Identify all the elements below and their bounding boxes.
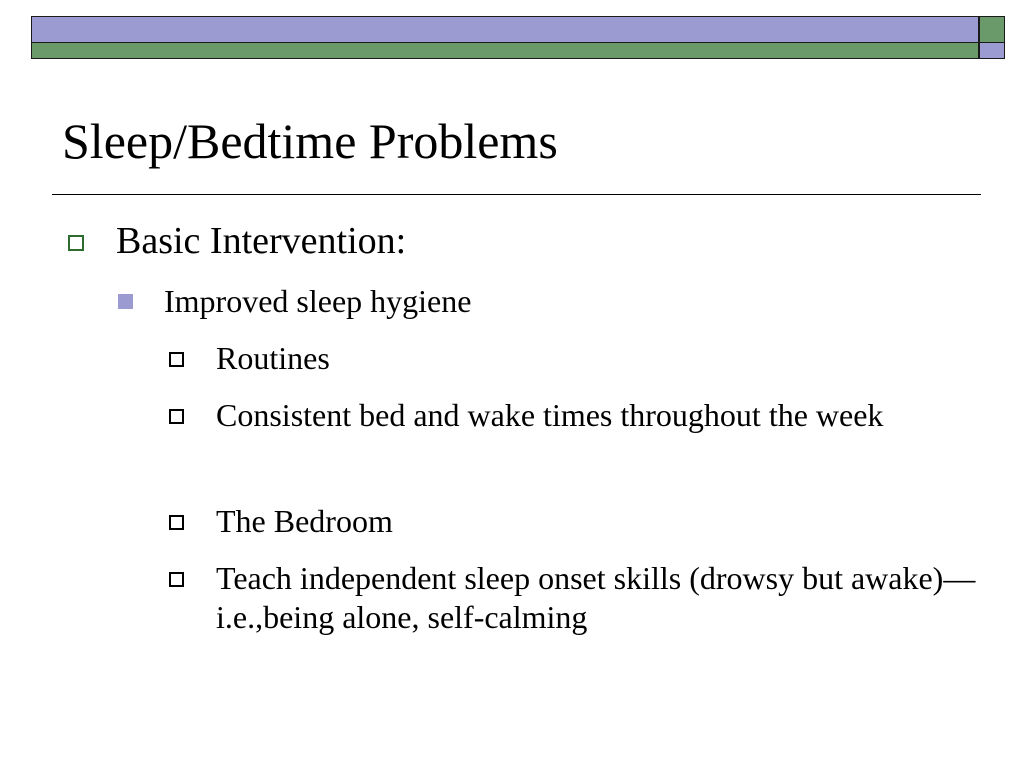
filled-square-bullet-icon	[118, 294, 133, 309]
hollow-square-bullet-icon	[169, 409, 184, 424]
header-square-green	[979, 16, 1005, 43]
bullet-independent-sleep-onset: Teach independent sleep onset skills (drowsy but awake)—i.e.,being alone, self-calming	[216, 560, 976, 636]
header-bar-purple	[31, 16, 979, 43]
bullet-basic-intervention: Basic Intervention:	[116, 220, 407, 262]
bullet-the-bedroom: The Bedroom	[216, 503, 393, 539]
bullet-consistent-times: Consistent bed and wake times throughout the week	[216, 397, 884, 433]
title-underline	[52, 194, 981, 195]
hollow-square-bullet-icon	[169, 515, 184, 530]
bullet-routines: Routines	[216, 340, 330, 376]
header-square-purple	[979, 42, 1005, 59]
header-bar-green	[31, 42, 979, 59]
slide-title: Sleep/Bedtime Problems	[62, 113, 558, 169]
hollow-square-bullet-icon	[169, 572, 184, 587]
bullet-improved-sleep-hygiene: Improved sleep hygiene	[164, 283, 472, 319]
hollow-square-bullet-icon	[169, 352, 184, 367]
hollow-square-bullet-icon	[68, 235, 84, 251]
